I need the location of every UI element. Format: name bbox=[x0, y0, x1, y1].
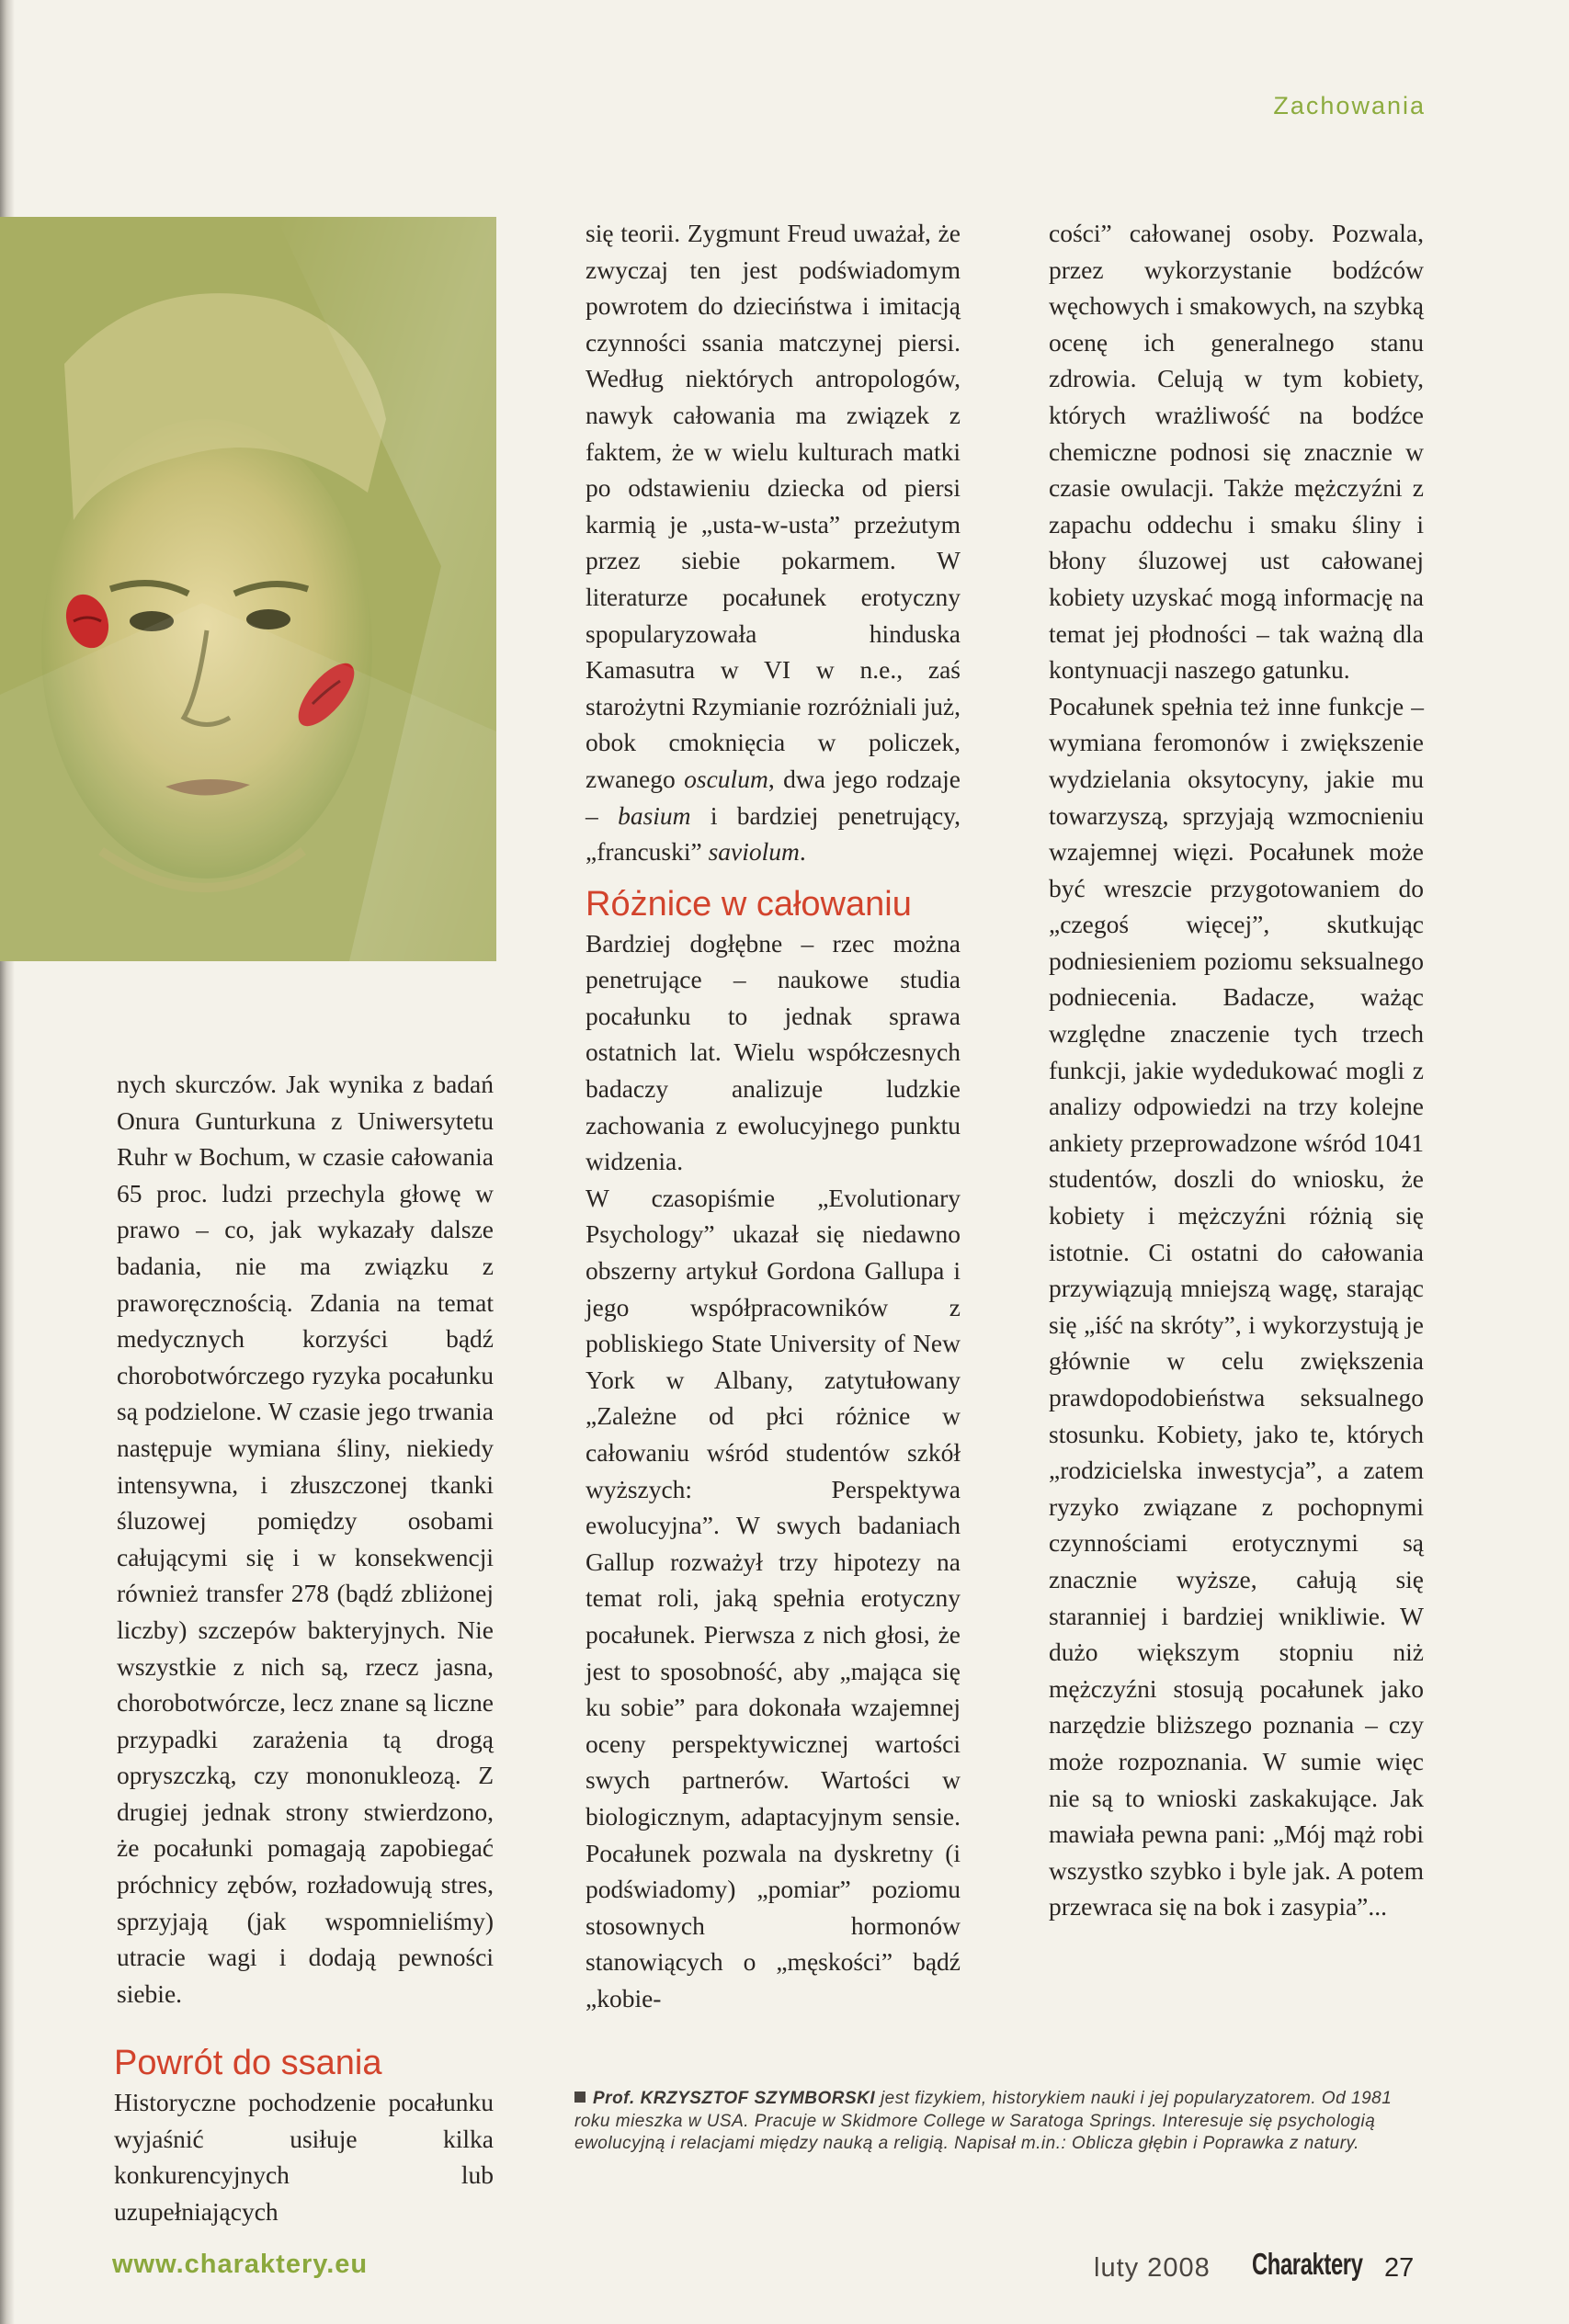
column-1-paragraph: nych skurczów. Jak wynika z badań Onura Gunturkuna z Uniwersytetu Ruhr w Bochum, w czasie całowania 65 proc. ludzi przechyla głowę w prawo – co, jak wykazały dalsze badania, nie ma związku z praworęcznością. Zdania na temat medycznych korzyści bądź chorobotwórczego ryzyka pocałunku są podzielone. W czasie jego trwania następuje wymiana śliny, niekiedy intensywna, i złuszczonej tkanki śluzowej pomiędzy osobami całującymi się i w konsekwencji również transfer 278 (bądź zbliżonej liczby) szczepów bakteryjnych. Nie wszystkie z nich są, rzecz jasna, chorobotwórcze, lecz znane są liczne przypadki zarażenia tą drogą opryszczką, czy mononukleozą. Z drugiej jednak strony stwierdzono, że pocałunki pomagają zapobiegać próchnicy zębów, rozładowują stres, sprzyjają (jak wspomnieliśmy) utracie wagi i dodają pewności siebie. bbox=[117, 1070, 494, 2008]
subhead-powrot-do-ssania: Powrót do ssania bbox=[114, 2044, 382, 2082]
author-bio: Prof. KRZYSZTOF SZYMBORSKI jest fizykiem, historykiem nauki i jej popularyzatorem. Od 1981 roku mieszka w USA. Pracuje w Skidmore College w Saratoga Springs. Interesuje się psychologią ewolucyjną i relacjami między nauką a religią. Napisał m.in.: Oblicza głębin i Poprawka z natury. bbox=[574, 2089, 1393, 2153]
column-3-paragraph-1: cości” całowanej osoby. Pozwala, przez wykorzystanie bodźców węchowych i smakowych, na szybką ocenę ich generalnego stanu zdrowia. Celują w tym kobiety, których wrażliwość na bodźce chemiczne podnosi się znacznie w czasie owulacji. Także mężczyźni z zapachu oddechu i smaku śliny i błony śluzowej ust całowanej kobiety uzyskać mogą informację na temat jej płodności – tak ważną dla kontynuacji naszego gatunku. bbox=[1049, 219, 1424, 685]
column-3-body bbox=[1049, 215, 1424, 1925]
author-name: KRZYSZTOF SZYMBORSKI bbox=[640, 2089, 876, 2108]
column-1-after-subhead: Historyczne pochodzenie pocałunku wyjaśnić usiłuje kilka konkurencyjnych lub uzupełniających bbox=[114, 2088, 494, 2226]
kissed-face-photo bbox=[0, 217, 496, 961]
column-2-paragraph-3: W czasopiśmie „Evolutionary Psychology” ukazał się niedawno obszerny artykuł Gordona Gallupa i jego współpracowników z pobliskiego State University of New York w Albany, zatytułowany „Zależne od płci różnice w całowaniu wśród studentów szkół wyższych: Perspektywa ewolucyjna”. W swych badaniach Gallup rozważył trzy hipotezy na temat roli, jaką spełnia erotyczny pocałunek. Pierwsza z nich głosi, że jest to sposobność, aby „mająca się ku sobie” para dokonała wzajemnej oceny perspektywicznej wartości swych partnerów. Wartości w biologicznym, adaptacyjnym sensie. Pocałunek pozwala na dyskretny (i podświadomy) „pomiar” poziomu stosownych hormonów stanowiących o „męskości” bądź „kobie- bbox=[586, 1183, 961, 2012]
section-label: Zachowania bbox=[1273, 92, 1426, 119]
column-2-paragraph-2: Bardziej dogłębne – rzec można penetrujące – naukowe studia pocałunku to jednak sprawa ostatnich lat. Wielu współczesnych badaczy analizuje ludzkie zachowania z ewolucyjnego punktu widzenia. bbox=[586, 928, 961, 1176]
column-1-body bbox=[117, 1066, 494, 2012]
footer-magazine-logo: Charaktery bbox=[1252, 2247, 1363, 2281]
column-2-body bbox=[586, 215, 961, 2017]
bullet-square-icon bbox=[574, 2092, 586, 2103]
footer-page-number: 27 bbox=[1384, 2253, 1415, 2283]
footer-issue-date: luty 2008 bbox=[1094, 2253, 1211, 2283]
subhead-roznice-w-calowaniu: Różnice w całowaniu bbox=[586, 884, 912, 924]
column-3-paragraph-2: Pocałunek spełnia też inne funkcje – wymiana feromonów i zwiększenie wydzielania oksytocyny, jakie mu towarzyszą, sprzyjają wzmocnieniu wzajemnej więzi. Pocałunek może być wreszcie przygotowaniem do „czegoś więcej”, skutkując podniesieniem poziomu seksualnego podniecenia. Badacze, ważąc względne znaczenie tych trzech funkcji, jakie wydedukować mogli z analizy odpowiedzi na trzy kolejne ankiety przeprowadzone wśród 1041 studentów, doszli do wniosku, że kobiety i mężczyźni różnią się istotnie. Ci ostatni do całowania przywiązują mniejszą wagę, starając się „iść na skróty”, i wykorzystują je głównie w celu zwiększenia prawdopodobieństwa seksualnego stosunku. Kobiety, jako te, których „rodzicielska inwestycja”, a zatem ryzyko związane z pochopnymi czynnościami erotycznymi są znacznie wyższe, całują się staranniej i bardziej wnikliwie. W dużo większym stopniu niż mężczyźni stosują pocałunek jako narzędzie bliższego poznania – czy może rozpoznania. W sumie więc nie są to wnioski zaskakujące. Jak mawiała pewna pani: „Mój mąż robi wszystko szybko i byle jak. A potem przewraca się na bok i zasypia”... bbox=[1049, 691, 1424, 1922]
footer-website-link[interactable]: www.charaktery.eu bbox=[112, 2250, 369, 2279]
column-1-continuation bbox=[114, 2084, 494, 2229]
photo-illustration bbox=[0, 217, 496, 961]
column-2-paragraph-1: się teorii. Zygmunt Freud uważał, że zwyczaj ten jest podświadomym powrotem do dzieciństwa i imitacją czynności ssania matczynej piersi. Według niektórych antropologów, nawyk całowania ma związek z faktem, że w wielu kulturach matki po odstawieniu dziecka od piersi karmią je „usta-w-usta” przeżutym przez siebie pokarmem. W literaturze pocałunek erotyczny spopularyzowała hinduska Kamasutra w VI w n.e., zaś starożytni Rzymianie rozróżniali już, obok cmoknięcia w policzek, zwanego osculum, dwa jego rodzaje – basium i bardziej penetrujący, „francuski” saviolum. bbox=[586, 219, 961, 867]
